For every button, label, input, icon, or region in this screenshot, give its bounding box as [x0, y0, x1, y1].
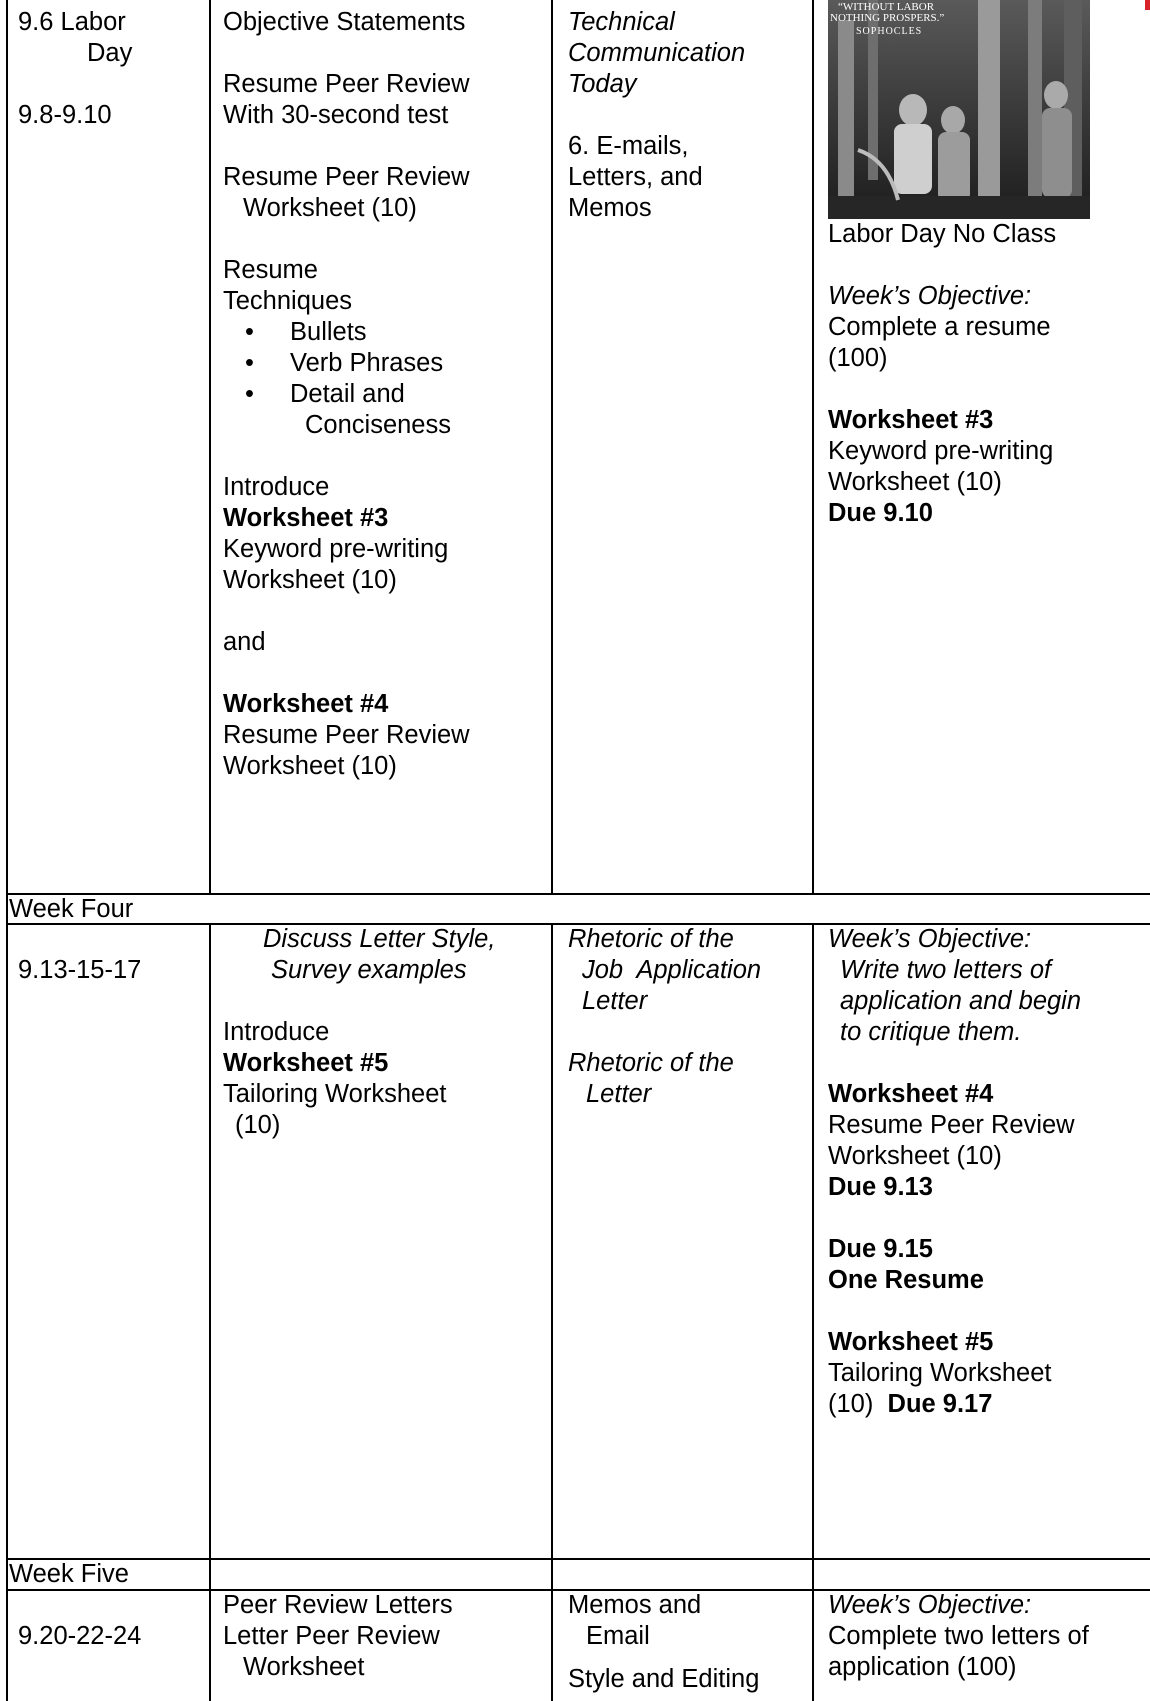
- technique-list: [223, 317, 545, 410]
- assign-line: Tailoring Worksheet: [828, 1359, 1052, 1387]
- date-line: 9.6 Labor: [18, 8, 126, 36]
- date-line: 9.8-9.10: [18, 101, 112, 129]
- reading-line: Style and Editing: [568, 1665, 760, 1693]
- lecture-line: Worksheet: [243, 1653, 365, 1681]
- week-four-label: Week Four: [9, 895, 134, 923]
- list-item: • Bullets: [223, 317, 545, 348]
- week5-assign-cell: [828, 1590, 1148, 1683]
- reading-line: Letters, and: [568, 163, 703, 191]
- photo-quote-line-1: “WITHOUT LABOR: [838, 1, 935, 13]
- lecture-line: Introduce: [223, 1018, 330, 1046]
- column-divider-1b: [209, 923, 211, 1701]
- reading-line: Today: [568, 70, 637, 98]
- column-divider-2: [551, 0, 553, 893]
- reading-line: 6. E-mails,: [568, 132, 689, 160]
- lecture-line: With 30-second test: [223, 101, 449, 129]
- week5-reading-cell: [568, 1590, 808, 1695]
- assign-line: Complete two letters of: [828, 1622, 1089, 1650]
- assign-line: Due 9.13: [828, 1173, 933, 1201]
- page-corner-mark: [1145, 0, 1150, 10]
- column-divider-3b: [812, 923, 814, 1701]
- reading-line: Memos: [568, 194, 652, 222]
- lecture-line: Peer Review Letters: [223, 1591, 453, 1619]
- week4-reading-cell: [568, 924, 808, 1110]
- list-item: • Detail and: [223, 379, 545, 410]
- lecture-line: Keyword pre-writing: [223, 535, 449, 563]
- week-five-label: Week Five: [9, 1560, 129, 1588]
- lecture-line: Techniques: [223, 287, 353, 315]
- lecture-line: Worksheet #3: [223, 504, 389, 532]
- assign-line: Due 9.15: [828, 1235, 933, 1263]
- lecture-line: (10): [235, 1111, 281, 1139]
- lecture-line: Discuss Letter Style,: [263, 925, 496, 953]
- lecture-line: Conciseness: [305, 411, 451, 439]
- assign-line: (100): [828, 344, 888, 372]
- assign-line: Worksheet (10): [828, 468, 1002, 496]
- lecture-line: Resume Peer Review: [223, 70, 470, 98]
- reading-line: Technical: [568, 8, 675, 36]
- reading-line: Rhetoric of the: [568, 925, 734, 953]
- assign-line: to critique them.: [840, 1018, 1022, 1046]
- assign-line: application (100): [828, 1653, 1017, 1681]
- assign-line: Resume Peer Review: [828, 1111, 1075, 1139]
- lecture-line: Worksheet #4: [223, 690, 389, 718]
- assign-line: Keyword pre-writing: [828, 437, 1054, 465]
- reading-line: Memos and: [568, 1591, 702, 1619]
- assign-line: Week’s Objective:: [828, 1591, 1032, 1619]
- week3-lecture-cell: [223, 7, 545, 782]
- lecture-line: Introduce: [223, 473, 330, 501]
- assign-line: Worksheet #5: [828, 1328, 994, 1356]
- reading-line: Communication: [568, 39, 746, 67]
- table-border-left: [6, 0, 8, 1701]
- week3-reading-cell: [568, 7, 808, 224]
- assign-line: Due 9.10: [828, 499, 933, 527]
- reading-line: Letter: [586, 1080, 652, 1108]
- assign-line: Week’s Objective:: [828, 925, 1032, 953]
- assign-line: Complete a resume: [828, 313, 1051, 341]
- assign-line: Worksheet #3: [828, 406, 994, 434]
- lecture-line: Worksheet (10): [243, 194, 417, 222]
- labor-day-photo: [828, 0, 1090, 219]
- week4-lecture-cell: [223, 924, 545, 1141]
- list-item: • Verb Phrases: [223, 348, 545, 379]
- reading-line: Rhetoric of the: [568, 1049, 734, 1077]
- photo-quote-author: SOPHOCLES: [856, 26, 923, 37]
- week4-assign-cell: [828, 924, 1148, 1420]
- assign-line: Week’s Objective:: [828, 282, 1032, 310]
- lecture-line: Worksheet (10): [223, 566, 397, 594]
- week5-lecture-cell: [223, 1590, 545, 1683]
- reading-line: Letter: [582, 987, 648, 1015]
- assign-line: Worksheet #4: [828, 1080, 994, 1108]
- assign-points: (10): [828, 1390, 874, 1418]
- lecture-line: Resume Peer Review: [223, 721, 470, 749]
- lecture-line: Survey examples: [271, 956, 467, 984]
- week3-dates-cell: [18, 7, 203, 131]
- assign-line: Write two letters of: [840, 956, 1052, 984]
- lecture-line: Letter Peer Review: [223, 1622, 440, 1650]
- lecture-line: Worksheet #5: [223, 1049, 389, 1077]
- assign-due: Due 9.17: [887, 1390, 993, 1418]
- column-divider-1: [209, 0, 211, 893]
- column-divider-2b: [551, 923, 553, 1701]
- assign-line: [828, 1389, 1148, 1420]
- date-line: 9.13-15-17: [18, 956, 142, 984]
- assign-line: Worksheet (10): [828, 1142, 1002, 1170]
- row-divider-week4: [6, 893, 1150, 895]
- week3-assign-cell: [828, 219, 1148, 529]
- assign-line: application and begin: [840, 987, 1082, 1015]
- reading-line: Job Application: [582, 956, 762, 984]
- lecture-line: Objective Statements: [223, 8, 466, 36]
- date-line: Day: [87, 39, 133, 67]
- reading-line: Email: [586, 1622, 650, 1650]
- lecture-line: Tailoring Worksheet: [223, 1080, 447, 1108]
- lecture-line: Resume Peer Review: [223, 163, 470, 191]
- photo-quote-line-2: NOTHING PROSPERS.”: [830, 12, 945, 24]
- date-line: 9.20-22-24: [18, 1622, 142, 1650]
- row-divider-week5: [6, 1558, 1150, 1560]
- lecture-line: Worksheet (10): [223, 752, 397, 780]
- lecture-line: and: [223, 628, 266, 656]
- column-divider-3: [812, 0, 814, 893]
- assign-line: Labor Day No Class: [828, 220, 1057, 248]
- assign-line: One Resume: [828, 1266, 984, 1294]
- week5-dates-cell: [18, 1621, 203, 1652]
- lecture-line: Resume: [223, 256, 318, 284]
- week4-dates-cell: [18, 955, 203, 986]
